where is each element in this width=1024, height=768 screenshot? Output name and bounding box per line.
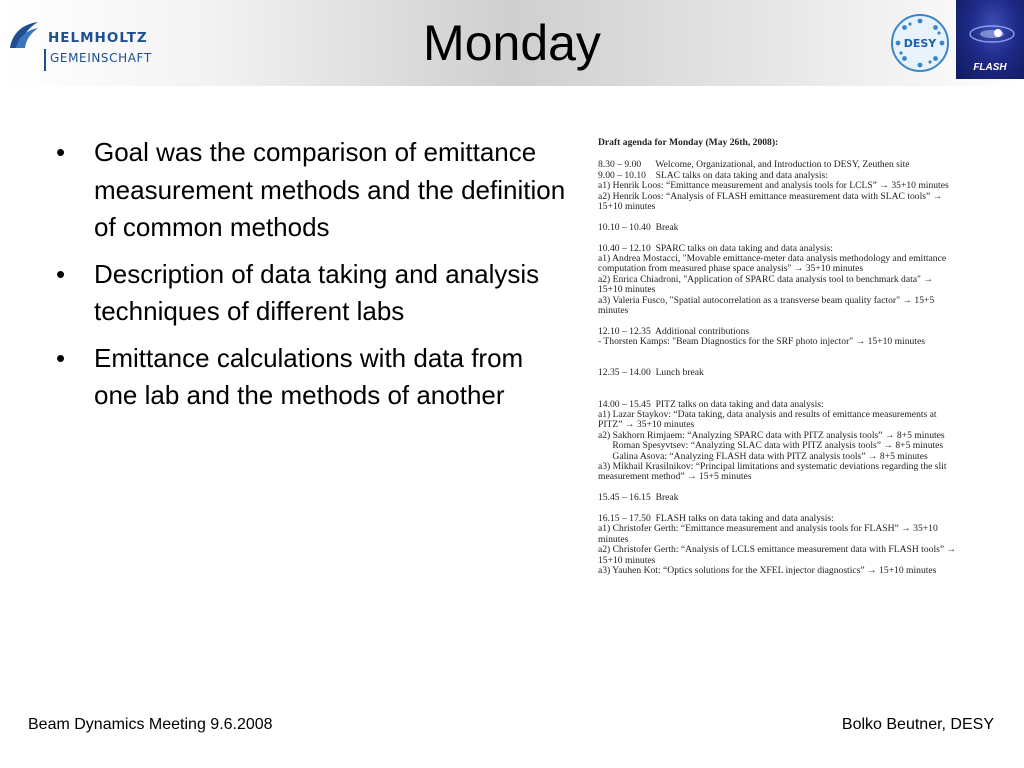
desy-logo-icon (890, 13, 950, 73)
agenda-line: 15+10 minutes (598, 284, 656, 296)
flash-logo (956, 0, 1024, 79)
agenda-line: computation from measured phase space analysis" → 35+10 minutes (598, 263, 864, 275)
agenda-line: a1) Andrea Mostacci, "Movable emittance-meter data analysis methodology and emittance (598, 253, 947, 265)
agenda-line: 10.40 – 12.10 SPARC talks on data taking and data analysis: (598, 242, 833, 254)
agenda-line: 15+10 minutes (598, 554, 656, 566)
desy-label: DESY (903, 37, 937, 50)
agenda-line: 15+10 minutes (598, 201, 656, 213)
bullet-icon: • (56, 137, 66, 167)
agenda-line: 14.00 – 15.45 PITZ talks on data taking and data analysis: (598, 398, 824, 410)
agenda-line: 15.45 – 16.15 Break (598, 492, 679, 504)
agenda-line: 12.10 – 12.35 Additional contributions (598, 325, 750, 337)
agenda-line: 16.15 – 17.50 FLASH talks on data taking and data analysis: (598, 513, 834, 525)
agenda-line: 10.10 – 10.40 Break (598, 221, 679, 233)
agenda-line: a2) Sakhorn Rimjaem: “Analyzing SPARC data with PITZ analysis tools” → 8+5 minutes (598, 429, 945, 441)
agenda-line (598, 348, 1008, 358)
agenda-line: minutes (598, 305, 629, 317)
agenda-line: a1) Henrik Loos: “Emittance measurement and analysis tools for LCLS” → 35+10 minutes (598, 180, 949, 192)
agenda-line: 8.30 – 9.00 Welcome, Organizational, and Introduction to DESY, Zeuthen site (598, 159, 910, 171)
agenda-line: a3) Valeria Fusco, "Spatial autocorrelation as a transverse beam quality factor" → 15+5 (598, 294, 935, 306)
agenda-line: 9.00 – 10.10 SLAC talks on data taking and data analysis: (598, 169, 828, 181)
agenda-line: Roman Spesyvtsev: “Analyzing SLAC data with PITZ analysis tools” → 8+5 minutes (598, 440, 944, 452)
agenda-line: a2) Henrik Loos: “Analysis of FLASH emittance measurement data with SLAC tools” → (598, 190, 943, 202)
agenda-line (598, 379, 1008, 389)
flash-label: FLASH (973, 62, 1007, 73)
agenda-line: minutes (598, 533, 629, 545)
agenda-line: a2) Enrica Chiadroni, "Application of SPARC data analysis tool to benchmark data" → (598, 273, 933, 285)
bullet-icon: • (56, 342, 66, 373)
bullet-item (56, 256, 566, 331)
bullet-item (56, 134, 566, 247)
bullet-list (56, 134, 566, 424)
agenda-image (598, 138, 1008, 666)
agenda-line: a1) Christofer Gerth: “Emittance measurement and analysis tools for FLASH” → 35+10 (598, 523, 938, 535)
bullet-item (56, 340, 566, 415)
footer-author: Bolko Beutner, DESY (841, 716, 994, 733)
agenda-line: a3) Mikhail Krasilnikov: “Principal limitations and systematic deviations regarding the slit (598, 461, 947, 473)
bullet-text: Goal was the comparison of emittance measurement methods and the definition of common methods (94, 137, 566, 242)
agenda-line: - Thorsten Kamps: "Beam Diagnostics for the SRF photo injector" → 15+10 minutes (598, 336, 925, 348)
bullet-text: Description of data taking and analysis techniques of different labs (94, 258, 540, 326)
footer-event: Beam Dynamics Meeting 9.6.2008 (28, 716, 273, 733)
agenda-line: a2) Christofer Gerth: “Analysis of LCLS emittance measurement data with FLASH tools” → (598, 544, 957, 556)
flash-swirl-icon (956, 6, 1024, 66)
header-band (0, 0, 1024, 86)
agenda-line: PITZ” → 35+10 minutes (598, 419, 695, 431)
agenda-heading: Draft agenda for Monday (May 26th, 2008): (598, 137, 779, 148)
agenda-line: Galina Asova: “Analyzing FLASH data with PITZ analysis tools” → 8+5 minutes (598, 450, 928, 462)
bullet-icon: • (56, 258, 66, 289)
page-title: Monday (423, 15, 601, 71)
agenda-line: measurement method” → 15+5 minutes (598, 471, 752, 483)
helmholtz-name: HELMHOLTZ (48, 30, 148, 46)
agenda-line: 12.35 – 14.00 Lunch break (598, 367, 704, 379)
bullet-text: Emittance calculations with data from one lab and the methods of another (94, 342, 524, 410)
helmholtz-subtitle: GEMEINSCHAFT (50, 51, 152, 65)
agenda-line: a1) Lazar Staykov: “Data taking, data analysis and results of emittance measurements at (598, 409, 937, 421)
agenda-line: a3) Yauhen Kot: “Optics solutions for the XFEL injector diagnostics” → 15+10 minutes (598, 565, 937, 577)
